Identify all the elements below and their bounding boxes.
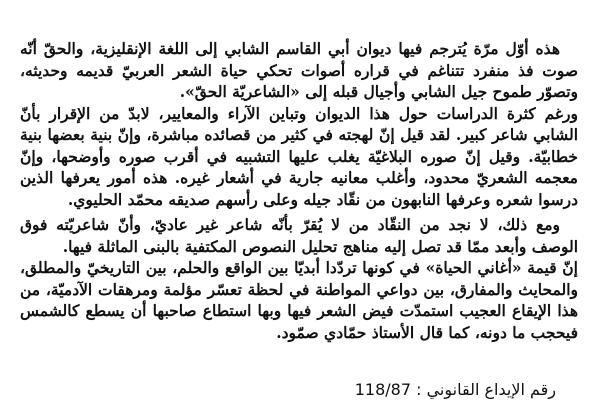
paragraph-songs-of-life: إنّ قيمة «أغاني الحياة» في كونها تردّدا أبديّا بين الواقع والحلم، بين التاريخيّ والمطلق، والمحايث والمفارق، بين دواعي المواطنة في لحظة تعسّر مؤلمة ومرهقات الآدميّة، من هذا الإيقاع العجيب استمدّت فيض الشعر فيها وبها استطاع صاحبها أن يسطع كالشمس فيحجب ما دونه، كما قال الأستاذ حمّادي صمّود. <box>20 258 578 342</box>
legal-deposit-label: رقم الإيداع القانوني : <box>416 380 556 399</box>
arabic-text-body <box>20 38 578 343</box>
legal-deposit-number: 118/87 <box>354 380 412 399</box>
paragraph-intro: هذه أوّل مرّة يُترجم فيها ديوان أبي القاسم الشابي إلى اللغة الإنقليزية، والحقّ أنّه صوت فذ منفرد تتناغم في قراره أصوات تحكي حياة الشعر العربيّ قديمه وحديثه، وتصوّر طموح جيل الشابي وأجيال قبله إلى «الشاعريّة الحقّ». <box>20 39 578 101</box>
legal-deposit-line <box>355 380 556 400</box>
paragraph-exceptional-poet: ومع ذلك، لا نجد من النقّاد من لا يُقرّ بأنّه شاعر غير عاديّ، وأنّ شاعريّته فوق الوصف وأبعد ممّا قد تصل إليه مناهج تحليل النصوص المكتفية بالبنى الماثلة فيها. <box>20 215 578 256</box>
paragraph-criticism: ورغم كثرة الدراسات حول هذا الديوان وتباين الآراء والمعايير، لابدّ من الإقرار بأنّ الشابي شاعر كبير. لقد قيل إنّ لهجته في كثير من قصائده مباشرة، وإنّ بنية بعضها بنية خطابيّة. وقيل إنّ صوره البلاغيّة يغلب عليها التشبيه في أقرب صوره وأوضحها، وإنّ معجمه الشعريّ محدود، وأغلب معانيه جارية في أشعار غيره. هذه أمور يعرفها الذين درسوا شعره وعرفها النابهون من نقّاد جيله وعلى رأسهم صديقه محمّد الحليوي. <box>20 103 578 209</box>
